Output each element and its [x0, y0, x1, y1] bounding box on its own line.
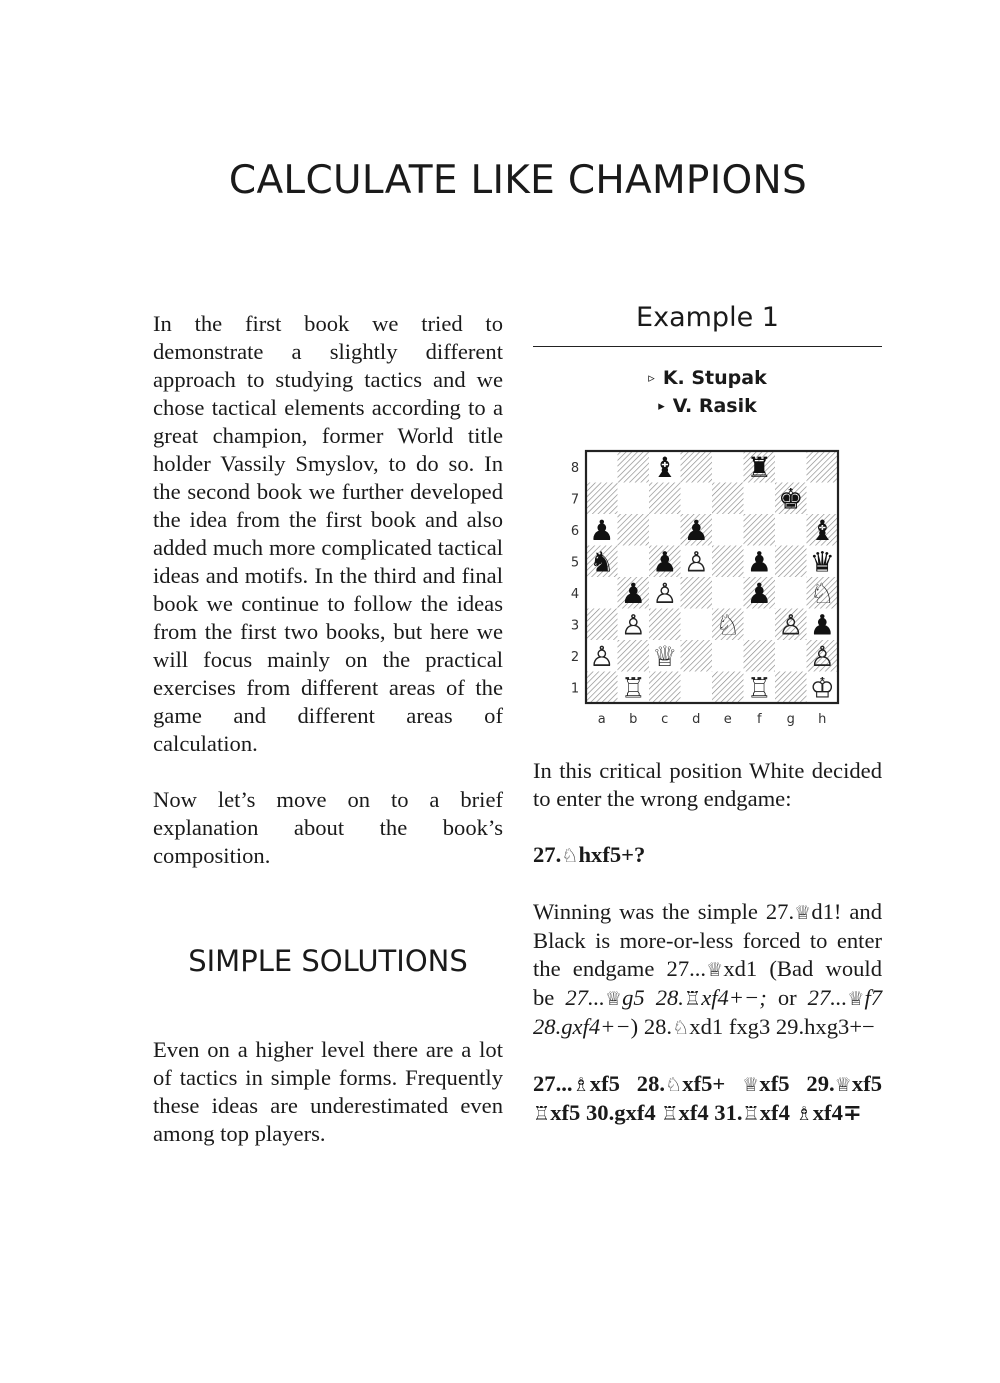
position-intro: In this critical position White decided to enter the wrong endgame:: [533, 758, 882, 811]
black-knight-icon: ♞: [589, 545, 615, 579]
left-column: [153, 310, 503, 870]
white-pawn-icon: ♙: [778, 608, 804, 642]
black-bishop-icon: ♝: [652, 450, 678, 484]
chessboard: [556, 448, 846, 738]
file-label: d: [692, 712, 701, 727]
intro-paragraph: In the first book we tried to demonstrate a slightly different approach to studying tactics and we chose tactical elements according to a great champion, former World title holder Vassily Smyslov, to do so. In the second book we further developed the idea from the first book and also added much more complicated tactical ideas and motifs. In the third and final book we continue to follow the ideas from the first two books, but here we will focus mainly on the practical exercises from different areas of the game and different areas of calculation.: [153, 311, 503, 756]
square-e2: [712, 640, 744, 672]
section-heading: SIMPLE SOLUTIONS: [188, 944, 468, 978]
square-b7: [618, 483, 650, 515]
black-bishop-icon: ♝: [809, 513, 835, 547]
rank-label: 4: [570, 586, 580, 602]
square-d1: [681, 672, 713, 704]
black-pawn-icon: ♟: [809, 608, 835, 642]
square-b8: [618, 451, 650, 483]
square-d4: [681, 577, 713, 609]
rook-icon: ♖: [742, 1102, 760, 1125]
square-g2: [775, 640, 807, 672]
rank-label: 1: [570, 681, 580, 697]
rook-icon: ♖: [661, 1102, 679, 1125]
square-c3: [649, 609, 681, 641]
white-player: [533, 367, 882, 389]
square-g8: [775, 451, 807, 483]
black-king-icon: ♚: [778, 482, 804, 516]
square-e4: [712, 577, 744, 609]
square-a8: [586, 451, 618, 483]
rank-label: 7: [570, 492, 580, 508]
square-h8: [807, 451, 839, 483]
file-label: e: [723, 712, 732, 727]
white-pawn-icon: ♙: [620, 608, 646, 642]
file-label: g: [786, 712, 795, 727]
square-g4: [775, 577, 807, 609]
black-player: [533, 395, 882, 417]
square-e1: [712, 672, 744, 704]
white-pawn-icon: ♙: [683, 545, 709, 579]
file-label: f: [756, 712, 762, 727]
chess-diagram: [556, 448, 846, 738]
queen-icon: ♕: [604, 987, 623, 1010]
square-e8: [712, 451, 744, 483]
white-knight-icon: ♘: [809, 576, 835, 610]
black-player-name: V. Rasik: [672, 395, 757, 417]
square-d7: [681, 483, 713, 515]
square-c1: [649, 672, 681, 704]
black-pawn-icon: ♟: [683, 513, 709, 547]
square-d2: [681, 640, 713, 672]
queen-icon: ♕: [847, 987, 865, 1010]
white-rook-icon: ♖: [746, 671, 772, 705]
white-rook-icon: ♖: [620, 671, 646, 705]
knight-icon: ♘: [672, 1016, 690, 1039]
white-to-move-marker-icon: ▹: [648, 371, 655, 386]
square-a1: [586, 672, 618, 704]
rook-icon: ♖: [683, 987, 702, 1010]
square-c6: [649, 514, 681, 546]
file-label: h: [818, 712, 827, 727]
page-title: CALCULATE LIKE CHAMPIONS: [228, 158, 808, 203]
bishop-icon: ♗: [795, 1102, 813, 1125]
square-e7: [712, 483, 744, 515]
rank-label: 2: [570, 649, 580, 665]
simple-solutions-paragraph: Even on a higher level there are a lot of tactics in simple forms. Frequently these ideas are underestimated even among top players.: [153, 1037, 503, 1146]
move-comment: Winning was the simple 27.♕d1! and Black is more-or-less forced to enter the endgame 27...♕xd1 (Bad would be 27...♕g5 28.♖xf4+−; or 27...♕f7 28.gxf4+−) 28.♘xd1 fxg3 29.hxg3+−: [533, 899, 883, 1039]
square-e5: [712, 546, 744, 578]
file-label: a: [597, 712, 606, 727]
white-queen-icon: ♕: [652, 639, 678, 673]
square-b2: [618, 640, 650, 672]
knight-icon: ♘: [665, 1073, 683, 1096]
black-pawn-icon: ♟: [746, 576, 772, 610]
black-pawn-icon: ♟: [589, 513, 615, 547]
square-e6: [712, 514, 744, 546]
white-player-name: K. Stupak: [662, 367, 767, 389]
black-rook-icon: ♜: [746, 450, 772, 484]
example-divider: [533, 346, 882, 347]
square-f2: [744, 640, 776, 672]
black-pawn-icon: ♟: [746, 545, 772, 579]
knight-icon: ♘: [561, 844, 579, 867]
rook-icon: ♖: [533, 1102, 551, 1125]
square-b5: [618, 546, 650, 578]
bishop-icon: ♗: [572, 1073, 590, 1096]
square-f7: [744, 483, 776, 515]
square-g6: [775, 514, 807, 546]
square-c7: [649, 483, 681, 515]
rank-label: 6: [570, 523, 580, 539]
black-pawn-icon: ♟: [620, 576, 646, 610]
composition-paragraph: Now let’s move on to a brief explanation about the book’s composition.: [153, 787, 503, 868]
square-b6: [618, 514, 650, 546]
square-d3: [681, 609, 713, 641]
first-move: 27.♘hxf5+?: [533, 842, 646, 867]
black-queen-icon: ♛: [809, 545, 835, 579]
file-label: c: [661, 712, 669, 727]
white-knight-icon: ♘: [715, 608, 741, 642]
white-pawn-icon: ♙: [809, 639, 835, 673]
square-f3: [744, 609, 776, 641]
square-f6: [744, 514, 776, 546]
rank-label: 8: [570, 460, 580, 476]
queen-icon: ♕: [834, 1073, 852, 1096]
rank-label: 5: [570, 555, 580, 571]
square-a3: [586, 609, 618, 641]
queen-icon: ♕: [706, 958, 724, 981]
square-g1: [775, 672, 807, 704]
queen-icon: ♕: [794, 901, 812, 924]
main-line: 27...♗xf5 28.♘xf5+ ♕xf5 29.♕xf5 ♖xf5 30.gxf4 ♖xf4 31.♖xf4 ♗xf4∓: [533, 1071, 883, 1125]
square-h7: [807, 483, 839, 515]
black-marker-icon: ▸: [658, 399, 665, 414]
right-column: [533, 757, 882, 1128]
white-pawn-icon: ♙: [652, 576, 678, 610]
example-title: Example 1: [636, 302, 779, 333]
square-a7: [586, 483, 618, 515]
square-d8: [681, 451, 713, 483]
black-pawn-icon: ♟: [652, 545, 678, 579]
square-g5: [775, 546, 807, 578]
rank-label: 3: [570, 618, 580, 634]
white-king-icon: ♔: [809, 671, 835, 705]
white-pawn-icon: ♙: [589, 639, 615, 673]
square-a4: [586, 577, 618, 609]
file-label: b: [629, 712, 638, 727]
simple-solutions-text: [153, 1036, 503, 1148]
queen-icon: ♕: [742, 1073, 760, 1096]
